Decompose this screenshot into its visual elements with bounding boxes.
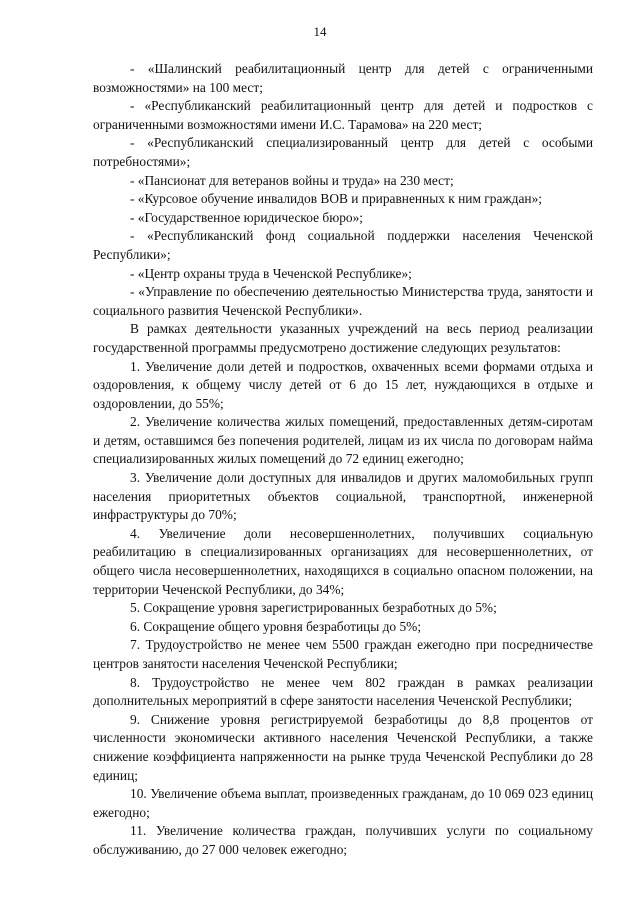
list-item-legal-bureau: - «Государственное юридическое бюро»; [130,209,364,225]
result-item-11: 11. Увеличение количества граждан, получивших услуги по социальному обслуживанию, до 27 000 человек ежегодно; [93,823,593,857]
result-item-5: 5. Сокращение уровня зарегистрированных безработных до 5%; [130,600,497,616]
page-body [93,60,593,860]
list-item-labor-protection-center: - «Центр охраны труда в Чеченской Республике»; [130,265,412,281]
result-item-2: 2. Увеличение количества жилых помещений, предоставленных детям-сиротам и детям, оставшимся без попечения родителей, лицам из их числа по договорам найма специализированных жилых помещений до 72 единиц ежегодно; [93,414,593,467]
result-item-3: 3. Увеличение доли доступных для инвалидов и других маломобильных групп населения приоритетных объектов социальной, транспортной, инженерной инфраструктуры до 70%; [93,470,593,523]
page-number: 14 [313,24,327,39]
result-item-4: 4. Увеличение доли несовершеннолетних, получивших социальную реабилитацию в специализированных организациях для несовершеннолетних, от общего числа несовершеннолетних, находящихся в социально опасном положении, на территории Чеченской Республики, до 34%; [93,525,593,597]
list-item-ministry-support-office: - «Управление по обеспечению деятельностью Министерства труда, занятости и социального развития Чеченской Республики». [93,284,593,318]
list-item-disabled-training: - «Курсовое обучение инвалидов ВОВ и приравненных к ним граждан»; [130,191,542,207]
list-item-special-needs-center: - «Республиканский специализированный центр для детей с особыми потребностями»; [93,135,593,169]
list-item-shali-rehab-center: - «Шалинский реабилитационный центр для детей с ограниченными возможностями» на 100 мест; [93,61,593,95]
list-item-taramov-rehab-center: - «Республиканский реабилитационный центр для детей и подростков с ограниченными возможностями имени И.С. Тарамова» на 220 мест; [93,98,593,132]
result-item-10: 10. Увеличение объема выплат, произведенных гражданам, до 10 069 023 единиц ежегодно; [93,786,593,820]
list-item-social-support-fund: - «Республиканский фонд социальной поддержки населения Чеченской Республики»; [93,228,593,262]
result-item-9: 9. Снижение уровня регистрируемой безработицы до 8,8 процентов от численности экономически активного населения Чеченской Республики, а также снижение коэффициента напряженности на рынке труда Чеченской Республики до 28 единиц; [93,711,593,783]
result-item-8: 8. Трудоустройство не менее чем 802 граждан в рамках реализации дополнительных мероприятий в сфере занятости населения Чеченской Республики; [93,674,593,709]
result-item-6: 6. Сокращение общего уровня безработицы до 5%; [130,618,422,634]
list-item-veterans-boarding-house: - «Пансионат для ветеранов войны и труда» на 230 мест; [130,172,454,188]
results-intro-paragraph: В рамках деятельности указанных учреждений на весь период реализации государственной программы предусмотрено достижение следующих результатов: [93,321,593,355]
result-item-1: 1. Увеличение доли детей и подростков, охваченных всеми формами отдыха и оздоровления, к общему числу детей от 6 до 15 лет, нуждающихся в отдыхе и оздоровлении, до 55%; [93,358,593,411]
result-item-7: 7. Трудоустройство не менее чем 5500 граждан ежегодно при посредничестве центров занятости населения Чеченской Республики; [93,637,593,671]
